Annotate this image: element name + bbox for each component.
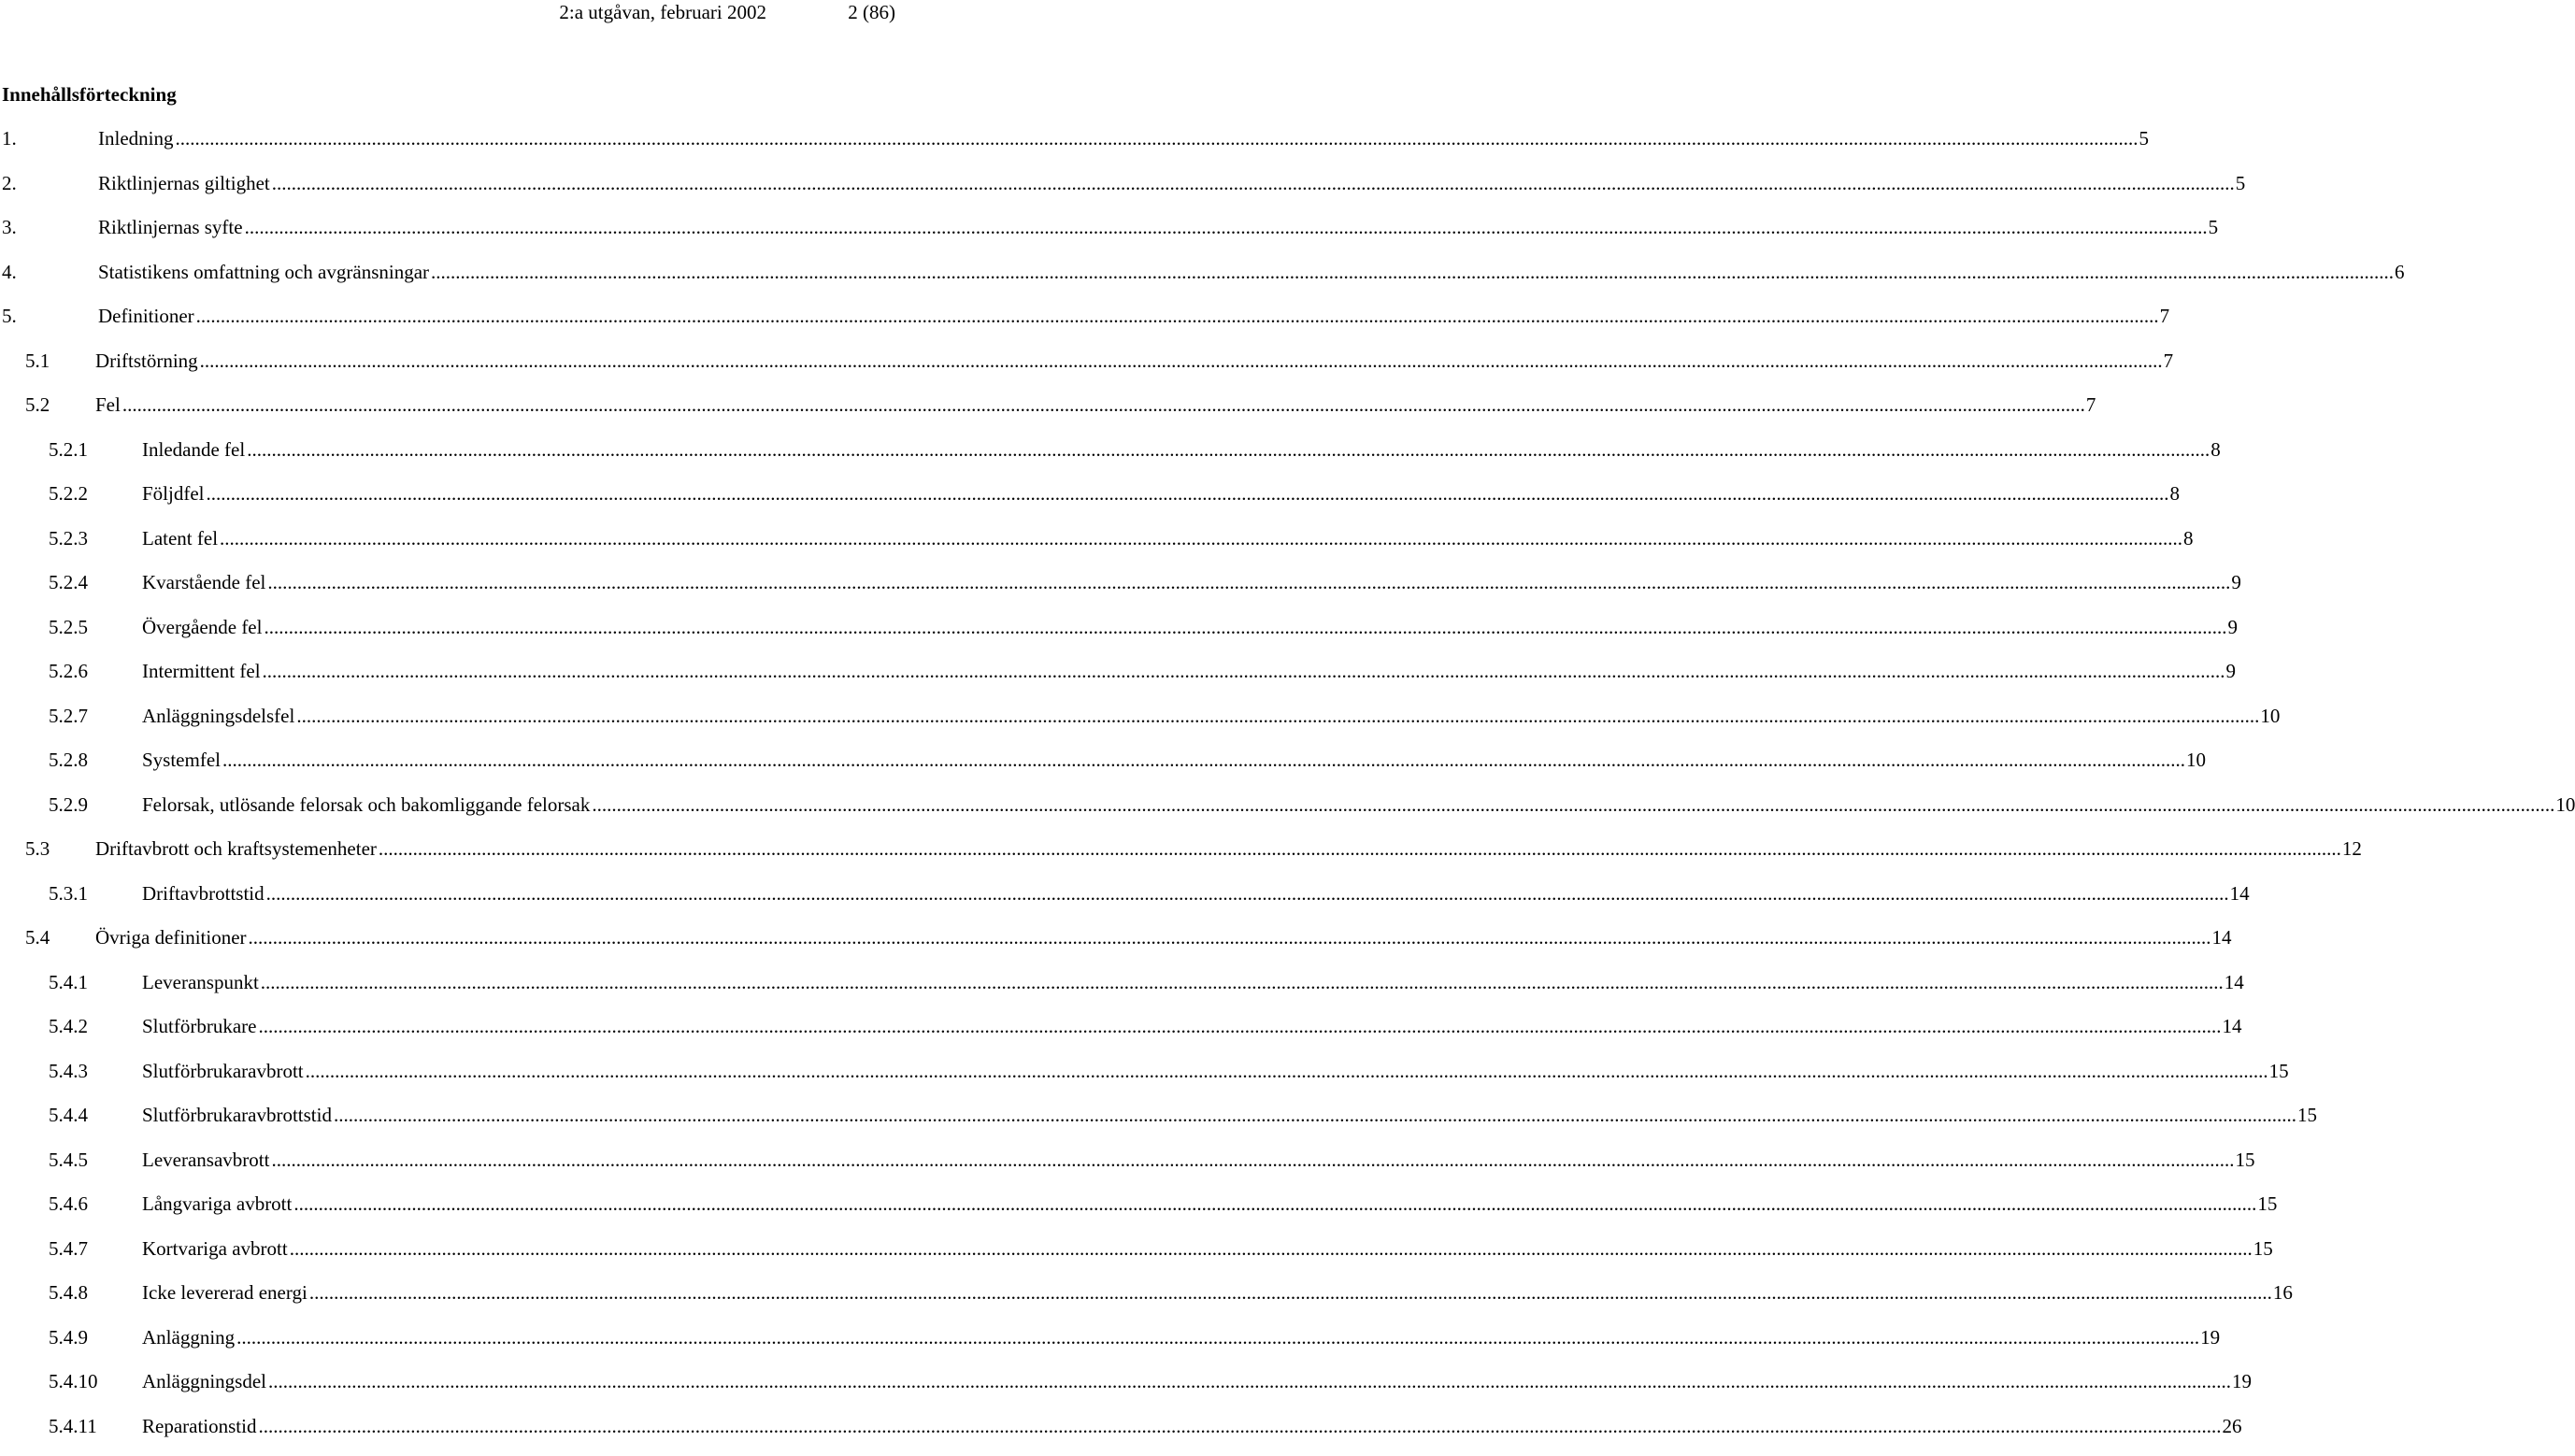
- toc-entry[interactable]: [0, 1012, 897, 1057]
- toc-entry-number: 5.4.4: [49, 1101, 88, 1129]
- toc-entry[interactable]: [0, 479, 897, 524]
- toc-entry[interactable]: [0, 1367, 897, 1412]
- toc-entry-title[interactable]: Reparationstid: [142, 1412, 258, 1440]
- toc-entry-line: [142, 702, 838, 730]
- toc-entry-number: 5.2.2: [49, 479, 88, 507]
- toc-entry-line: [142, 1190, 838, 1218]
- page-number: 2 (86): [848, 0, 895, 24]
- toc-entry-line: [142, 613, 838, 641]
- toc-entry-page[interactable]: 15: [2256, 1190, 2277, 1218]
- toc-entry-number: 5.4.7: [49, 1235, 88, 1263]
- toc-entry[interactable]: [0, 524, 897, 569]
- toc-entry-page[interactable]: 19: [2199, 1323, 2220, 1351]
- toc-entry-title[interactable]: Kortvariga avbrott: [142, 1235, 290, 1263]
- toc-entry-line: [142, 1323, 838, 1351]
- toc-entry[interactable]: [0, 835, 897, 879]
- toc-entry-title[interactable]: Kvarstående fel: [142, 568, 267, 596]
- toc-entry-line: [98, 258, 838, 286]
- toc-dot-leader: ................................................................................................................................................................................................................................................................................................................................................................................................................: [268, 1367, 2231, 1395]
- toc-entry[interactable]: [0, 1235, 897, 1279]
- toc-entry-number: 5.2.8: [49, 746, 88, 774]
- toc-entry-page[interactable]: 5: [2138, 124, 2149, 152]
- toc-entry-page[interactable]: 14: [2229, 879, 2250, 907]
- toc-entry-number: 5.4.5: [49, 1146, 88, 1174]
- toc-entry-number: 5.: [2, 302, 17, 330]
- toc-dot-leader: ................................................................................................................................................................................................................................................................................................................................................................................................................: [245, 213, 2208, 241]
- toc-entry-number: 5.2.9: [49, 791, 88, 819]
- toc-entry[interactable]: [0, 391, 897, 435]
- toc-entry-number: 5.2.5: [49, 613, 88, 641]
- toc-entry-page[interactable]: 14: [2211, 923, 2232, 951]
- toc-entry-title[interactable]: Långvariga avbrott: [142, 1190, 293, 1218]
- toc-entry-page[interactable]: 12: [2341, 835, 2362, 863]
- toc-entry[interactable]: [0, 968, 897, 1013]
- toc-entry[interactable]: [0, 1412, 897, 1456]
- toc-entry-number: 5.4.9: [49, 1323, 88, 1351]
- table-of-contents: [0, 124, 897, 1456]
- toc-entry-number: 3.: [2, 213, 17, 241]
- toc-entry-page[interactable]: 5: [2208, 213, 2219, 241]
- toc-entry-title[interactable]: Leveranspunkt: [142, 968, 261, 996]
- toc-entry-title[interactable]: Övergående fel: [142, 613, 264, 641]
- toc-dot-leader: ................................................................................................................................................................................................................................................................................................................................................................................................................: [236, 1323, 2199, 1351]
- toc-dot-leader: ................................................................................................................................................................................................................................................................................................................................................................................................................: [258, 1412, 2221, 1440]
- toc-dot-leader: ................................................................................................................................................................................................................................................................................................................................................................................................................: [258, 1012, 2221, 1040]
- toc-entry-page[interactable]: 7: [2085, 391, 2096, 419]
- toc-entry[interactable]: [0, 169, 897, 214]
- toc-dot-leader: ................................................................................................................................................................................................................................................................................................................................................................................................................: [207, 479, 2169, 507]
- toc-entry-title[interactable]: Systemfel: [142, 746, 222, 774]
- toc-dot-leader: ................................................................................................................................................................................................................................................................................................................................................................................................................: [267, 568, 2230, 596]
- toc-entry-number: 5.2.3: [49, 524, 88, 552]
- toc-entry-page[interactable]: 15: [2268, 1057, 2289, 1085]
- toc-dot-leader: ................................................................................................................................................................................................................................................................................................................................................................................................................: [290, 1235, 2253, 1263]
- toc-entry-page[interactable]: 16: [2272, 1278, 2293, 1306]
- toc-entry-page[interactable]: 10: [2554, 791, 2575, 819]
- toc-entry-line: [142, 1278, 838, 1306]
- toc-entry-line: [98, 169, 838, 197]
- toc-entry-line: [142, 879, 838, 907]
- toc-entry-line: [142, 1057, 838, 1085]
- toc-entry[interactable]: [0, 923, 897, 968]
- toc-entry-number: 2.: [2, 169, 17, 197]
- toc-entry[interactable]: [0, 613, 897, 658]
- toc-entry-number: 5.4.3: [49, 1057, 88, 1085]
- toc-entry-page[interactable]: 8: [2182, 524, 2194, 552]
- toc-entry-line: [95, 347, 838, 375]
- toc-entry-number: 5.3.1: [49, 879, 88, 907]
- toc-entry[interactable]: [0, 347, 897, 392]
- toc-entry-title[interactable]: Riktlinjernas giltighet: [98, 169, 272, 197]
- toc-entry-page[interactable]: 14: [2221, 1012, 2241, 1040]
- toc-entry[interactable]: [0, 124, 897, 169]
- toc-entry-page[interactable]: 8: [2169, 479, 2181, 507]
- toc-entry-line: [95, 391, 838, 419]
- toc-entry-page[interactable]: 9: [2230, 568, 2241, 596]
- toc-entry-title[interactable]: Definitioner: [98, 302, 196, 330]
- toc-entry-page[interactable]: 15: [2296, 1101, 2317, 1129]
- toc-entry-title[interactable]: Intermittent fel: [142, 657, 263, 685]
- toc-entry-line: [142, 524, 838, 552]
- toc-entry-page[interactable]: 19: [2231, 1367, 2252, 1395]
- toc-entry-line: [142, 1101, 838, 1129]
- toc-entry-title[interactable]: Anläggningsdelsfel: [142, 702, 296, 730]
- toc-entry-page[interactable]: 10: [2259, 702, 2280, 730]
- toc-entry-line: [98, 213, 838, 241]
- toc-entry-line: [142, 479, 838, 507]
- toc-dot-leader: ................................................................................................................................................................................................................................................................................................................................................................................................................: [296, 702, 2259, 730]
- toc-entry-title[interactable]: Inledande fel: [142, 435, 247, 464]
- toc-dot-leader: ................................................................................................................................................................................................................................................................................................................................................................................................................: [220, 524, 2182, 552]
- toc-entry-number: 5.2.7: [49, 702, 88, 730]
- toc-dot-leader: ................................................................................................................................................................................................................................................................................................................................................................................................................: [261, 968, 2224, 996]
- toc-dot-leader: ................................................................................................................................................................................................................................................................................................................................................................................................................: [592, 791, 2554, 819]
- toc-entry-title[interactable]: Driftavbrottstid: [142, 879, 266, 907]
- toc-entry-title[interactable]: Slutförbrukaravbrottstid: [142, 1101, 334, 1129]
- toc-entry[interactable]: [0, 791, 897, 835]
- toc-dot-leader: ................................................................................................................................................................................................................................................................................................................................................................................................................: [249, 923, 2211, 951]
- toc-dot-leader: ................................................................................................................................................................................................................................................................................................................................................................................................................: [122, 391, 2085, 419]
- toc-entry-number: 5.4.2: [49, 1012, 88, 1040]
- toc-entry-number: 5.3: [25, 835, 50, 863]
- toc-entry-title[interactable]: Latent fel: [142, 524, 220, 552]
- toc-entry-number: 5.2.1: [49, 435, 88, 464]
- toc-dot-leader: ................................................................................................................................................................................................................................................................................................................................................................................................................: [247, 435, 2210, 464]
- toc-entry[interactable]: [0, 435, 897, 480]
- toc-dot-leader: ................................................................................................................................................................................................................................................................................................................................................................................................................: [379, 835, 2341, 863]
- toc-entry-page[interactable]: 14: [2224, 968, 2244, 996]
- toc-dot-leader: ................................................................................................................................................................................................................................................................................................................................................................................................................: [271, 1146, 2234, 1174]
- toc-entry-title[interactable]: Övriga definitioner: [95, 923, 249, 951]
- toc-entry-line: [142, 657, 838, 685]
- edition-label: 2:a utgåvan, februari 2002: [559, 0, 766, 24]
- toc-entry-number: 5.2.6: [49, 657, 88, 685]
- toc-entry-title[interactable]: Driftavbrott och kraftsystemenheter: [95, 835, 379, 863]
- toc-dot-leader: ................................................................................................................................................................................................................................................................................................................................................................................................................: [266, 879, 2229, 907]
- toc-entry[interactable]: [0, 1101, 897, 1146]
- toc-entry[interactable]: [0, 302, 897, 347]
- toc-entry-number: 5.4.6: [49, 1190, 88, 1218]
- toc-entry-number: 5.4.8: [49, 1278, 88, 1306]
- toc-entry-line: [98, 302, 838, 330]
- toc-entry-line: [142, 435, 838, 464]
- toc-entry-page[interactable]: 8: [2210, 435, 2221, 464]
- toc-entry[interactable]: [0, 1057, 897, 1102]
- toc-dot-leader: ................................................................................................................................................................................................................................................................................................................................................................................................................: [293, 1190, 2256, 1218]
- toc-dot-leader: ................................................................................................................................................................................................................................................................................................................................................................................................................: [264, 613, 2226, 641]
- toc-entry-page[interactable]: 5: [2235, 169, 2246, 197]
- toc-entry-line: [142, 1146, 838, 1174]
- toc-entry-page[interactable]: 10: [2185, 746, 2206, 774]
- toc-entry[interactable]: [0, 1146, 897, 1191]
- toc-entry-title[interactable]: Statistikens omfattning och avgränsningar: [98, 258, 431, 286]
- toc-entry-number: 5.4.1: [49, 968, 88, 996]
- toc-entry-page[interactable]: 26: [2221, 1412, 2241, 1440]
- toc-entry[interactable]: [0, 213, 897, 258]
- toc-entry-title[interactable]: Följdfel: [142, 479, 207, 507]
- toc-entry-title[interactable]: Anläggningsdel: [142, 1367, 268, 1395]
- toc-entry[interactable]: [0, 568, 897, 613]
- toc-dot-leader: ................................................................................................................................................................................................................................................................................................................................................................................................................: [175, 124, 2138, 152]
- toc-dot-leader: ................................................................................................................................................................................................................................................................................................................................................................................................................: [200, 347, 2163, 375]
- toc-entry-line: [142, 746, 838, 774]
- toc-entry-number: 1.: [2, 124, 17, 152]
- toc-entry-title[interactable]: Driftstörning: [95, 347, 200, 375]
- toc-dot-leader: ................................................................................................................................................................................................................................................................................................................................................................................................................: [272, 169, 2235, 197]
- toc-dot-leader: ................................................................................................................................................................................................................................................................................................................................................................................................................: [334, 1101, 2296, 1129]
- toc-dot-leader: ................................................................................................................................................................................................................................................................................................................................................................................................................: [431, 258, 2394, 286]
- toc-entry-page[interactable]: 7: [2159, 302, 2170, 330]
- toc-entry-page[interactable]: 6: [2394, 258, 2405, 286]
- toc-entry[interactable]: [0, 657, 897, 702]
- toc-entry-page[interactable]: 9: [2226, 613, 2238, 641]
- toc-dot-leader: ................................................................................................................................................................................................................................................................................................................................................................................................................: [222, 746, 2185, 774]
- toc-title: Innehållsförteckning: [2, 80, 177, 108]
- toc-entry[interactable]: [0, 1190, 897, 1235]
- toc-dot-leader: ................................................................................................................................................................................................................................................................................................................................................................................................................: [196, 302, 2159, 330]
- toc-entry-title[interactable]: Riktlinjernas syfte: [98, 213, 245, 241]
- toc-entry-line: [142, 1367, 838, 1395]
- toc-entry[interactable]: [0, 746, 897, 791]
- toc-entry-line: [142, 568, 838, 596]
- page-header: [0, 0, 897, 28]
- toc-entry[interactable]: [0, 1278, 897, 1323]
- toc-entry-line: [95, 835, 838, 863]
- toc-entry-number: 5.1: [25, 347, 50, 375]
- toc-entry-title[interactable]: Anläggning: [142, 1323, 236, 1351]
- toc-entry-line: [142, 791, 838, 819]
- toc-entry-number: 5.2.4: [49, 568, 88, 596]
- toc-entry[interactable]: [0, 1323, 897, 1368]
- toc-entry-title[interactable]: Icke levererad energi: [142, 1278, 309, 1306]
- toc-entry-number: 5.2: [25, 391, 50, 419]
- toc-entry[interactable]: [0, 879, 897, 924]
- toc-entry-line: [142, 1412, 838, 1440]
- toc-entry-title[interactable]: Felorsak, utlösande felorsak och bakomliggande felorsak: [142, 791, 592, 819]
- toc-entry-line: [142, 1012, 838, 1040]
- toc-entry-number: 5.4.11: [49, 1412, 97, 1440]
- toc-entry-title[interactable]: Inledning: [98, 124, 175, 152]
- toc-entry[interactable]: [0, 702, 897, 747]
- toc-dot-leader: ................................................................................................................................................................................................................................................................................................................................................................................................................: [263, 657, 2225, 685]
- toc-entry-page[interactable]: 7: [2163, 347, 2174, 375]
- toc-entry-number: 5.4: [25, 923, 50, 951]
- toc-entry-title[interactable]: Slutförbrukaravbrott: [142, 1057, 306, 1085]
- toc-entry-page[interactable]: 15: [2253, 1235, 2273, 1263]
- toc-dot-leader: ................................................................................................................................................................................................................................................................................................................................................................................................................: [306, 1057, 2268, 1085]
- toc-entry-number: 5.4.10: [49, 1367, 98, 1395]
- toc-entry-line: [95, 923, 838, 951]
- toc-entry-page[interactable]: 9: [2225, 657, 2237, 685]
- toc-entry-line: [98, 124, 838, 152]
- toc-entry-line: [142, 968, 838, 996]
- toc-entry-line: [142, 1235, 838, 1263]
- toc-entry-title[interactable]: Leveransavbrott: [142, 1146, 271, 1174]
- toc-dot-leader: ................................................................................................................................................................................................................................................................................................................................................................................................................: [309, 1278, 2272, 1306]
- toc-entry-title[interactable]: Fel: [95, 391, 122, 419]
- toc-entry-number: 4.: [2, 258, 17, 286]
- toc-entry-page[interactable]: 15: [2234, 1146, 2254, 1174]
- toc-entry[interactable]: [0, 258, 897, 303]
- toc-entry-title[interactable]: Slutförbrukare: [142, 1012, 258, 1040]
